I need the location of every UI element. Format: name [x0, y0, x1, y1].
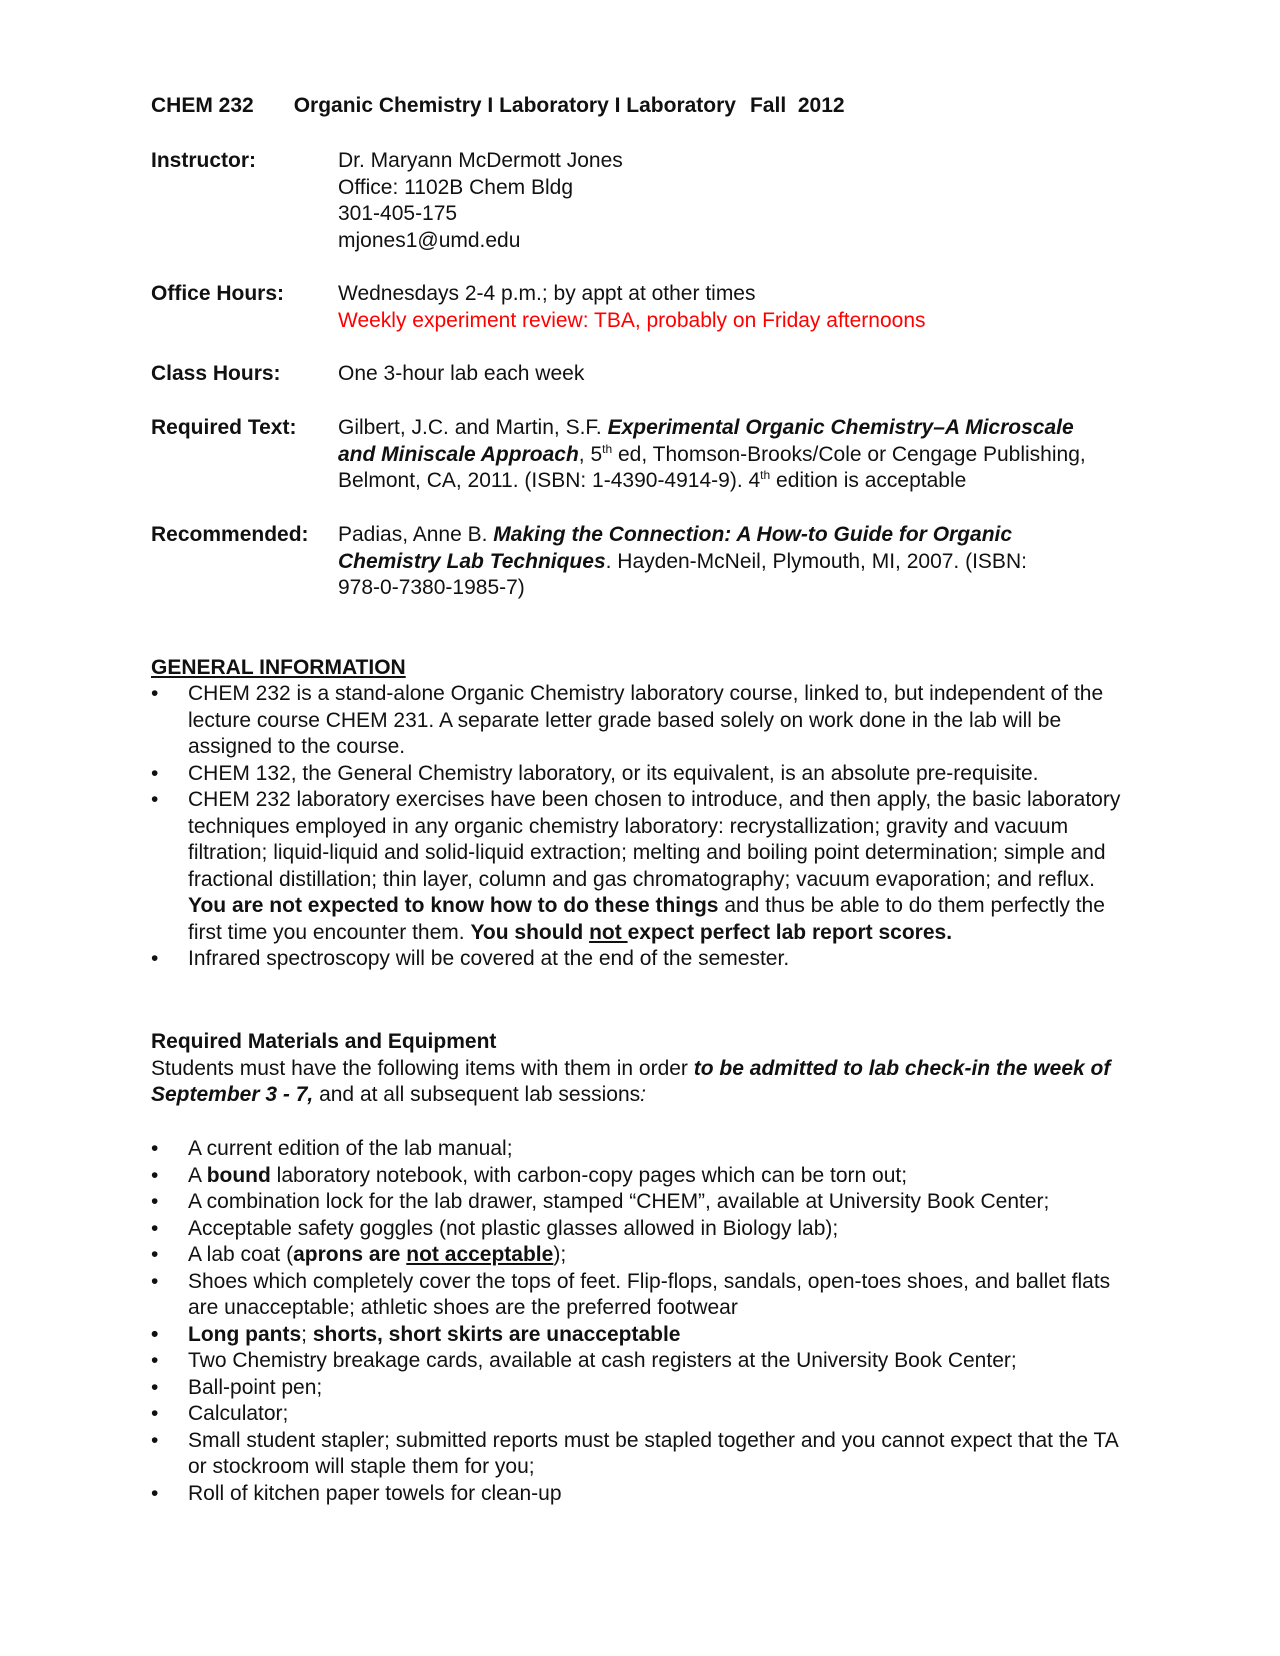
required-place: Belmont, CA, 2011. (ISBN: 1-4390-4914-9). 4	[338, 469, 761, 492]
required-book-title-2: and Miniscale Approach	[338, 442, 579, 466]
recommended-title-1: Making the Connection: A How-to Guide for Organic	[493, 523, 1013, 546]
class-hours-label: Class Hours:	[151, 362, 281, 385]
list-item: • Roll of kitchen paper towels for clean-up	[151, 1481, 1126, 1508]
list-item: • Long pants; shorts, short skirts are unacceptable	[151, 1322, 1126, 1349]
list-item: • CHEM 232 is a stand-alone Organic Chemistry laboratory course, linked to, but independent of the lecture course CHEM 231. A separate letter grade based solely on work done in the lab will be assigned to the course.	[151, 681, 1126, 761]
general-info-list	[151, 681, 1126, 973]
list-item: • Calculator;	[151, 1401, 1126, 1428]
course-term: Fall 2012	[749, 94, 845, 117]
recommended-author: Padias, Anne B.	[338, 523, 494, 546]
list-item: • Acceptable safety goggles (not plastic glasses allowed in Biology lab);	[151, 1216, 1126, 1243]
course-code: CHEM 232	[151, 94, 254, 117]
instructor-email: mjones1@umd.edu	[338, 228, 521, 252]
instructor-label: Instructor:	[151, 149, 256, 172]
instructor-office: Office: 1102B Chem Bldg	[338, 175, 574, 199]
class-hours-value: One 3-hour lab each week	[338, 362, 585, 385]
materials-list	[151, 1136, 1126, 1507]
instructor-name: Dr. Maryann McDermott Jones	[338, 149, 623, 172]
office-hours-line: Wednesdays 2-4 p.m.; by appt at other times	[338, 282, 756, 305]
required-edition-sup: th	[602, 441, 613, 456]
list-item: • Infrared spectroscopy will be covered at the end of the semester.	[151, 946, 1126, 973]
required-text-value	[338, 415, 1118, 495]
list-item: • CHEM 232 laboratory exercises have been chosen to introduce, and then apply, the basic laboratory techniques employed in any organic chemistry laboratory: recrystallization; gravity and vacuum filtration; liquid-liquid and solid-liquid extraction; melting and boiling point determination; simple and fractional distillation; thin layer, column and gas chromatography; vacuum evaporation; and reflux. You are not expected to know how to do these things and thus be able to do them perfectly the first time you encounter them. You should not expect perfect lab report scores.	[151, 787, 1126, 946]
materials-intro: Students must have the following items with them in order to be admitted to lab check-in the week of September 3 - 7, and at all subsequent lab sessions:	[151, 1056, 1111, 1106]
required-alt-sup: th	[760, 468, 771, 482]
list-item: • Ball-point pen;	[151, 1375, 1126, 1402]
experiment-review-line: Weekly experiment review: TBA, probably on Friday afternoons	[338, 308, 926, 332]
required-alt-note: edition is acceptable	[770, 469, 967, 492]
materials-heading: Required Materials and Equipment	[151, 1030, 497, 1053]
materials-section	[151, 1029, 1126, 1109]
list-item: • A lab coat (aprons are not acceptable);	[151, 1242, 1126, 1269]
instructor-phone: 301-405-175	[338, 202, 458, 225]
course-header	[151, 94, 845, 118]
recommended-label: Recommended:	[151, 523, 309, 546]
list-item: • Shoes which completely cover the tops of feet. Flip-flops, sandals, open-toes shoes, and ballet flats are unacceptable; athletic shoes are the preferred footwear	[151, 1269, 1126, 1322]
list-item: • Small student stapler; submitted reports must be stapled together and you cannot expect that the TA or stockroom will staple them for you;	[151, 1428, 1126, 1481]
recommended-title-2: Chemistry Lab Techniques	[338, 549, 606, 573]
course-title: Organic Chemistry I Laboratory I Laboratory	[293, 94, 736, 117]
required-edition: , 5	[578, 442, 603, 466]
recommended-value	[338, 522, 1118, 602]
list-item: • Two Chemistry breakage cards, available at cash registers at the University Book Center;	[151, 1348, 1126, 1375]
required-book-title-1: Experimental Organic Chemistry–A Microscale	[607, 416, 1074, 439]
general-info-heading: GENERAL INFORMATION	[151, 656, 406, 679]
required-authors: Gilbert, J.C. and Martin, S.F.	[338, 416, 608, 439]
required-publisher: ed, Thomson-Brooks/Cole or Cengage Publishing,	[612, 442, 1086, 466]
required-text-label: Required Text:	[151, 416, 297, 439]
office-hours-label: Office Hours:	[151, 282, 285, 305]
recommended-isbn: 978-0-7380-1985-7)	[338, 576, 525, 599]
list-item: • CHEM 132, the General Chemistry laboratory, or its equivalent, is an absolute pre-requisite.	[151, 761, 1126, 788]
recommended-publisher: . Hayden-McNeil, Plymouth, MI, 2007. (ISBN:	[605, 549, 1027, 573]
list-item: • A combination lock for the lab drawer, stamped “CHEM”, available at University Book Center;	[151, 1189, 1126, 1216]
list-item: • A bound laboratory notebook, with carbon-copy pages which can be torn out;	[151, 1163, 1126, 1190]
list-item: • A current edition of the lab manual;	[151, 1136, 1126, 1163]
